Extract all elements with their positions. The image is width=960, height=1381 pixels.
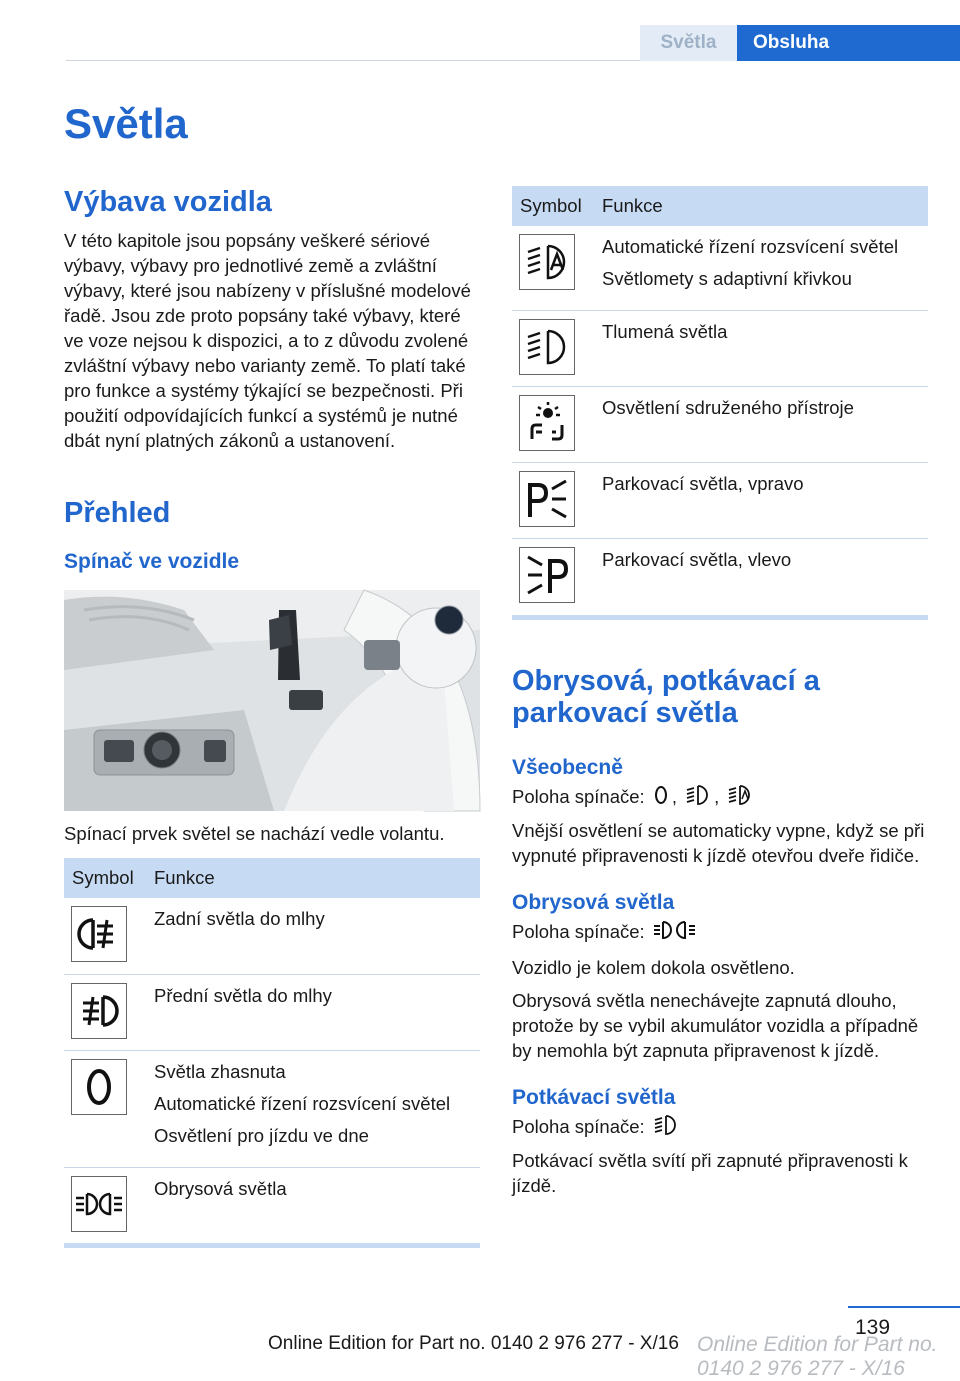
instrument-lighting-icon	[519, 395, 575, 451]
low-beam-heading: Potkávací světla	[512, 1085, 676, 1109]
table-row	[64, 974, 480, 1050]
right-table-header-function: Funkce	[592, 186, 928, 226]
page-number: 139	[855, 1316, 891, 1339]
table-row	[512, 463, 928, 539]
left-table-header-function: Funkce	[144, 858, 480, 898]
front-fog-light-icon	[71, 983, 127, 1039]
low-beam-icon	[653, 1114, 679, 1142]
watermark-text: Online Edition for Part no. 0140 2 976 277 - X/16	[697, 1333, 938, 1380]
side-text-2: Obrysová světla nenechávejte zapnutá dlouho, protože by se vybil akumulátor vozidla a případně by nemohla být zapnuta připravenost k jízdě.	[512, 989, 919, 1061]
function-text: Světla zhasnuta	[154, 1060, 286, 1082]
parking-light-right-icon	[519, 471, 575, 527]
left-symbol-table	[64, 858, 480, 1243]
function-text: Parkovací světla, vlevo	[602, 549, 792, 570]
left-table-bottom-rule	[64, 1243, 480, 1248]
equipment-text: V této kapitole jsou popsány veškeré sériové výbavy, výbavy pro jednotlivé země a zvláštní výbavy, které jsou nabízeny v příslušné modelové řadě. Jsou zde proto popsány také výbavy, které ve voze nejsou k dispozici, a to z důvodu zvolené zvláštní výbavy nebo varianty země. To platí také pro funkce a systémy týkající se bezpečnosti. Při použití odpovídajících funkcí a systémů je nutné dbát nyní platných zákonů a ustanovení.	[64, 230, 471, 451]
page-title: Světla	[64, 100, 188, 147]
automatic-headlight-icon	[519, 234, 575, 290]
function-text: Automatické řízení rozsvícení světel	[602, 236, 899, 257]
side-lights-icon	[71, 1176, 127, 1232]
function-text: Zadní světla do mlhy	[154, 908, 325, 929]
left-column	[64, 186, 480, 1248]
right-symbol-table	[512, 186, 928, 615]
automatic-headlight-icon	[727, 784, 753, 812]
switch-heading: Spínač ve vozidle	[64, 550, 240, 573]
dashboard-switch-photo	[64, 590, 480, 811]
function-text: Automatické řízení rozsvícení světel	[154, 1092, 451, 1114]
table-row	[512, 387, 928, 463]
table-row	[64, 898, 480, 974]
table-row	[64, 1050, 480, 1167]
table-row	[512, 311, 928, 387]
general-heading: Všeobecně	[512, 755, 623, 779]
dashboard-photo-illustration	[64, 590, 480, 811]
function-text: Přední světla do mlhy	[154, 984, 332, 1006]
lights-heading: Obrysová, potkávací a parkovací světla	[512, 664, 820, 729]
table-row	[64, 1167, 480, 1243]
side-lights-icon	[653, 919, 697, 947]
footer-rule	[848, 1306, 960, 1308]
right-table-header-symbol: Symbol	[512, 186, 592, 226]
zero-position-icon	[653, 784, 669, 812]
general-switch-position	[512, 784, 928, 812]
low-beam-icon	[685, 784, 711, 812]
low-beam-icon	[519, 319, 575, 375]
side-lights-heading: Obrysová světla	[512, 890, 675, 914]
separator: ,	[671, 785, 677, 807]
equipment-heading: Výbava vozidla	[64, 186, 272, 218]
low-switch-position	[512, 1114, 928, 1142]
table-row	[512, 226, 928, 311]
general-text: Vnější osvětlení se automaticky vypne, když se při vypnuté připravenosti k jízdě otevřou dveře řidiče.	[512, 819, 925, 866]
header-section-tab[interactable]: Světla	[640, 25, 737, 61]
rear-fog-light-icon	[71, 906, 127, 962]
function-text: Tlumená světla	[602, 321, 728, 342]
separator: ,	[714, 785, 720, 807]
low-switch-label: Poloha spínače:	[512, 1115, 645, 1137]
photo-caption: Spínací prvek světel se nachází vedle volantu.	[64, 823, 445, 844]
side-switch-position	[512, 919, 928, 947]
edition-text: Online Edition for Part no. 0140 2 976 277 - X/16	[268, 1333, 679, 1354]
function-text: Osvětlení sdruženého přístroje	[602, 397, 854, 418]
function-text: Světlomety s adaptivní křivkou	[602, 268, 852, 289]
right-column	[512, 186, 928, 1198]
right-table-bottom-rule	[512, 615, 928, 620]
low-beam-text: Potkávací světla svítí při zapnuté připravenosti k jízdě.	[512, 1149, 908, 1196]
side-text-1: Vozidlo je kolem dokola osvětleno.	[512, 956, 795, 978]
function-text: Osvětlení pro jízdu ve dne	[154, 1124, 369, 1146]
header-chapter-tab[interactable]: Obsluha	[737, 25, 960, 61]
function-text: Obrysová světla	[154, 1177, 287, 1199]
general-switch-label: Poloha spínače:	[512, 785, 645, 807]
left-table-header-symbol: Symbol	[64, 858, 144, 898]
table-row	[512, 539, 928, 615]
parking-light-left-icon	[519, 547, 575, 603]
overview-heading: Přehled	[64, 497, 171, 529]
lights-off-zero-icon	[71, 1059, 127, 1115]
function-text: Parkovací světla, vpravo	[602, 473, 804, 494]
side-switch-label: Poloha spínače:	[512, 920, 645, 942]
